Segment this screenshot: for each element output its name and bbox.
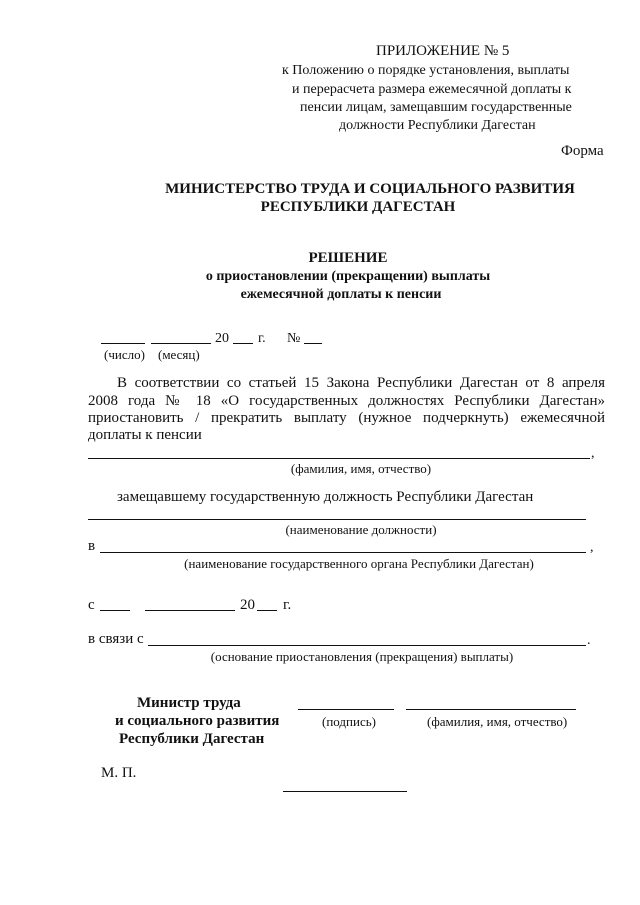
- reason-blank: [148, 645, 586, 646]
- number-blank: [304, 343, 322, 344]
- position-caption: (наименование должности): [285, 522, 437, 537]
- form-label: Форма: [561, 143, 604, 159]
- organ-caption: (наименование государственного органа Республики Дагестан): [184, 556, 534, 571]
- ministry-line-2: РЕСПУБЛИКИ ДАГЕСТАН: [260, 199, 456, 215]
- from-year-prefix: 20: [240, 597, 255, 613]
- name-blank: [88, 458, 590, 459]
- appendix-line-1: к Положению о порядке установления, выплаты: [282, 63, 570, 78]
- day-blank: [101, 343, 145, 344]
- organ-comma: ,: [590, 540, 594, 555]
- number-label: №: [287, 331, 301, 346]
- body-line-1: В соответствии со статьей 15 Закона Республики Дагестан от 8 апреля: [117, 375, 605, 391]
- decision-subtitle-2: ежемесячной доплаты к пенсии: [240, 287, 442, 302]
- reason-label: в связи с: [88, 631, 144, 647]
- signature-name-caption: (фамилия, имя, отчество): [427, 714, 568, 729]
- signature-name-blank: [406, 709, 576, 710]
- decision-subtitle-1: о приостановлении (прекращении) выплаты: [205, 269, 491, 284]
- from-year-blank: [257, 610, 277, 611]
- from-month-blank: [145, 610, 235, 611]
- appendix-line-3: пенсии лицам, замещавшим государственные: [300, 100, 572, 115]
- appendix-line-4: должности Республики Дагестан: [339, 118, 536, 133]
- day-caption: (число): [104, 347, 145, 362]
- minister-line-1: Министр труда: [137, 695, 241, 711]
- signature-blank: [298, 709, 394, 710]
- year-prefix: 20: [215, 331, 229, 346]
- from-day-blank: [100, 610, 130, 611]
- month-caption: (месяц): [158, 347, 200, 362]
- reason-period: .: [587, 633, 591, 648]
- from-year-suffix: г.: [283, 597, 292, 613]
- appendix-title: ПРИЛОЖЕНИЕ № 5: [376, 43, 510, 59]
- name-comma: ,: [591, 446, 595, 461]
- position-text: замещавшему государственную должность Республики Дагестан: [117, 489, 534, 505]
- position-blank: [88, 519, 586, 520]
- ministry-line-1: МИНИСТЕРСТВО ТРУДА И СОЦИАЛЬНОГО РАЗВИТИЯ: [165, 181, 575, 197]
- body-line-3: приостановить / прекратить выплату (нужное подчеркнуть) ежемесячной: [88, 410, 605, 426]
- body-line-4: доплаты к пенсии: [88, 427, 202, 443]
- minister-line-3: Республики Дагестан: [119, 731, 265, 747]
- month-blank: [151, 343, 211, 344]
- appendix-line-2: и перерасчета размера ежемесячной доплаты к: [292, 82, 572, 97]
- year-suffix: г.: [258, 331, 266, 346]
- signature-caption: (подпись): [322, 714, 376, 729]
- body-line-2: 2008 года № 18 «О государственных должностях Республики Дагестан»: [88, 393, 605, 409]
- stamp-label: М. П.: [101, 765, 137, 781]
- from-label: с: [88, 597, 95, 613]
- year-blank: [233, 343, 253, 344]
- organ-blank: [100, 552, 586, 553]
- reason-caption: (основание приостановления (прекращения) выплаты): [210, 649, 514, 664]
- decision-title: РЕШЕНИЕ: [308, 250, 388, 266]
- name-caption: (фамилия, имя, отчество): [290, 461, 432, 476]
- minister-line-2: и социального развития: [115, 713, 280, 729]
- stamp-blank: [283, 791, 407, 792]
- in-label: в: [88, 538, 96, 554]
